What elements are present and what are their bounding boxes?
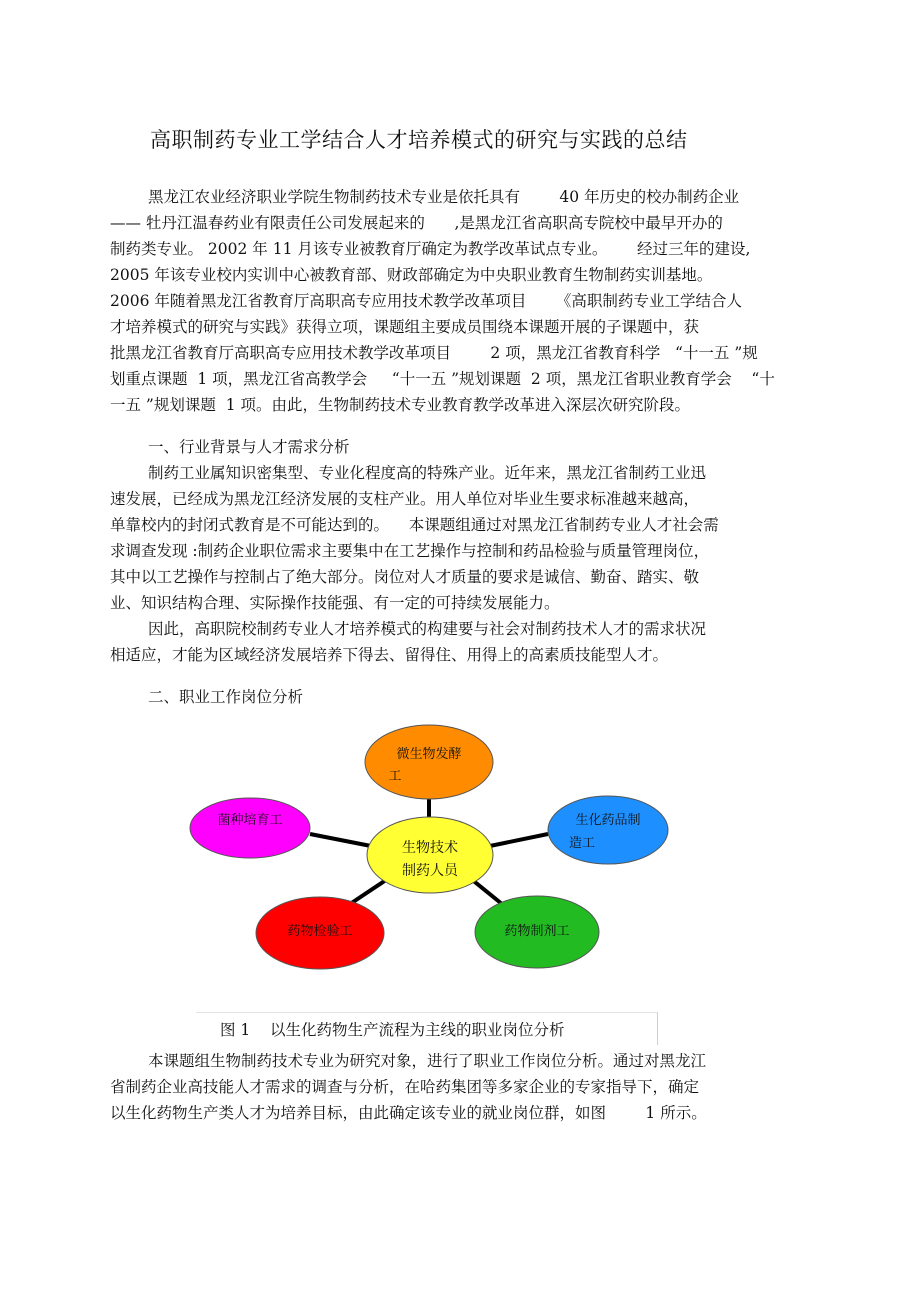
paragraph-line: 以生化药物生产类人才为培养目标，由此确定该专业的就业岗位群，如图 1 所示。 xyxy=(110,1104,707,1122)
node-top xyxy=(365,725,493,799)
paragraph-line: 才培养模式的研究与实践》获得立项，课题组主要成员围绕本课题开展的子课题中，获 xyxy=(110,318,700,336)
paragraph-line: 省制药企业高技能人才需求的调查与分析，在哈药集团等多家企业的专家指导下，确定 xyxy=(110,1078,700,1096)
node-center-label-2: 制药人员 xyxy=(402,863,458,879)
paragraph-line: 相适应，才能为区域经济发展培养下得去、留得住、用得上的高素质技能型人才。 xyxy=(110,646,669,664)
paragraph-line: —— 牡丹江温春药业有限责任公司发展起来的 ,是黑龙江省高职高专院校中最早开办的 xyxy=(110,214,723,232)
section-heading: 二、职业工作岗位分析 xyxy=(148,688,304,706)
node-top-label-1: 微生物发酵 xyxy=(396,747,462,762)
paragraph-line: 本课题组生物制药技术专业为研究对象，进行了职业工作岗位分析。通过对黑龙江 xyxy=(148,1052,707,1070)
node-bottom-right-label: 药物制剂工 xyxy=(504,924,570,939)
node-left xyxy=(190,798,310,858)
paragraph-line: 划重点课题 1 项，黑龙江省高教学会 “十一五 ”规划课题 2 项，黑龙江省职业教育学会 “十 xyxy=(110,370,775,388)
connector-right xyxy=(485,834,548,847)
node-right xyxy=(548,796,668,864)
node-bottom-left-label: 药物检验工 xyxy=(287,924,353,939)
paragraph-line: 其中以工艺操作与控制占了绝大部分。岗位对人才质量的要求是诚信、勤奋、踏实、敬 xyxy=(110,568,700,586)
paragraph-line: 2006 年随着黑龙江省教育厅高职高专应用技术教学改革项目 《高职制药专业工学结合人 xyxy=(110,292,742,310)
paragraph-line: 制药工业属知识密集型、专业化程度高的特殊产业。近年来，黑龙江省制药工业迅 xyxy=(148,464,707,482)
paragraph-line: 2005 年该专业校内实训中心被教育部、财政部确定为中央职业教育生物制药实训基地。 xyxy=(110,266,713,284)
paragraph-line: 业、知识结构合理、实际操作技能强、有一定的可持续发展能力。 xyxy=(110,594,560,612)
paragraph-line: 因此，高职院校制药专业人才培养模式的构建要与社会对制药技术人才的需求状况 xyxy=(148,620,707,638)
figure-caption: 图 1 以生化药物生产流程为主线的职业岗位分析 xyxy=(220,1021,565,1039)
node-center-label-1: 生物技术 xyxy=(402,840,458,856)
node-top-label-2: 工 xyxy=(388,769,402,784)
node-right-label-2: 造工 xyxy=(568,836,596,851)
paragraph-line: 一五 ”规划课题 1 项。由此，生物制药技术专业教育教学改革进入深层次研究阶段。 xyxy=(110,396,690,414)
connector-left xyxy=(310,834,376,847)
document-title: 高职制药专业工学结合人才培养模式的研究与实践的总结 xyxy=(150,128,688,152)
paragraph-line: 速发展，已经成为黑龙江经济发展的支柱产业。用人单位对毕业生要求标准越来越高， xyxy=(110,490,700,508)
paragraph-line: 求调查发现 :制药企业职位需求主要集中在工艺操作与控制和药品检验与质量管理岗位， xyxy=(110,542,710,560)
paragraph-line: 黑龙江农业经济职业学院生物制药技术专业是依托具有 40 年历史的校办制药企业 xyxy=(148,188,740,206)
node-right-label-1: 生化药品制 xyxy=(575,813,641,828)
job-position-diagram xyxy=(180,722,680,982)
paragraph-line: 批黑龙江省教育厅高职高专应用技术教学改革项目 2 项，黑龙江省教育科学 “十一五 ”规 xyxy=(110,344,758,362)
paragraph-line: 单靠校内的封闭式教育是不可能达到的。 本课题组通过对黑龙江省制药专业人才社会需 xyxy=(110,516,719,534)
node-left-label: 菌种培育工 xyxy=(217,813,283,828)
section-heading: 一、行业背景与人才需求分析 xyxy=(148,438,350,456)
paragraph-line: 制药类专业。 2002 年 11 月该专业被教育厅确定为教学改革试点专业。 经过三年的建设, xyxy=(110,240,751,258)
